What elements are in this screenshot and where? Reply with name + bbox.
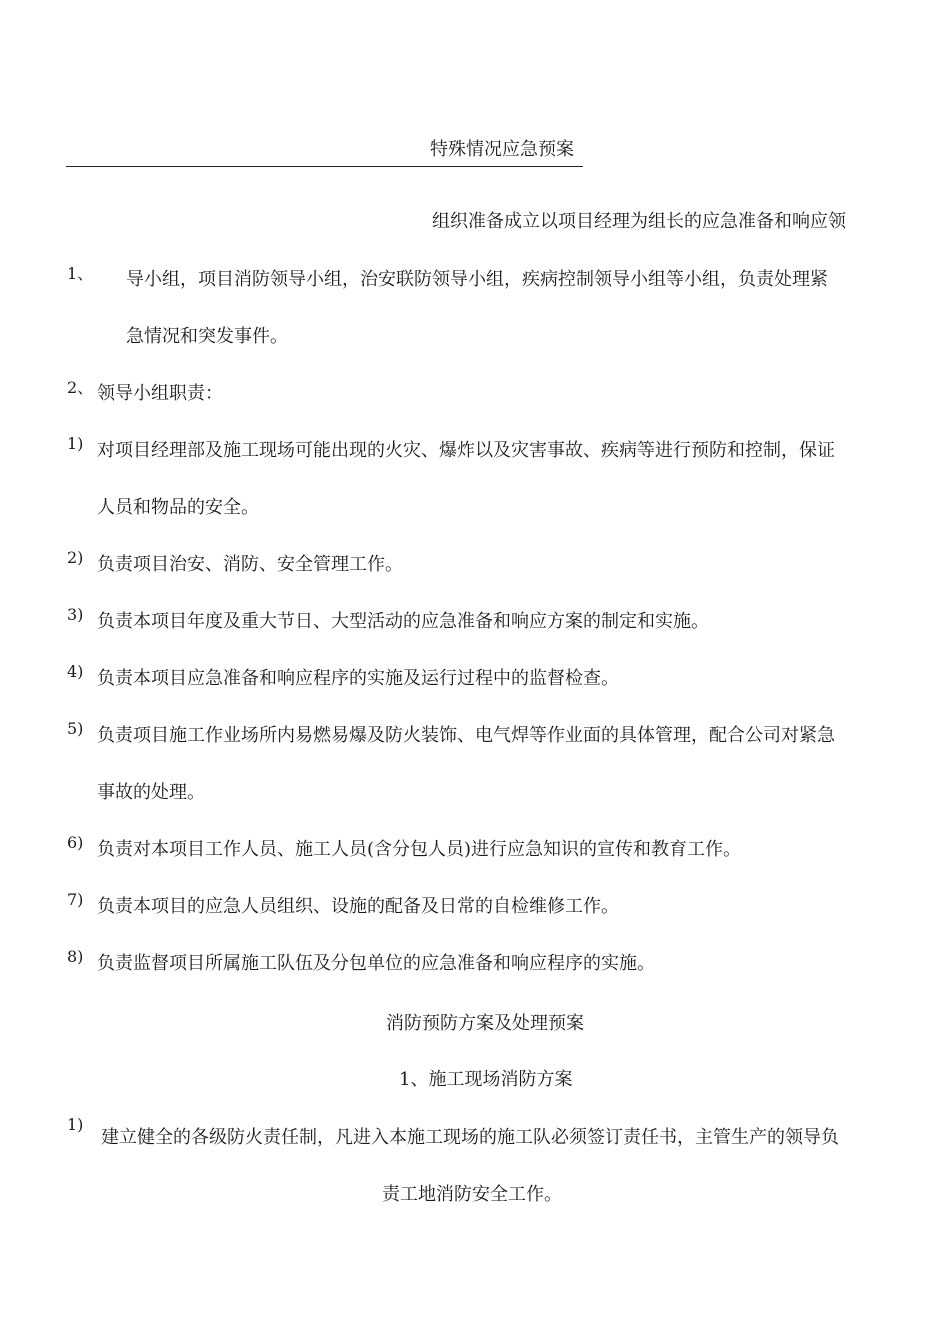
item-number: 2、: [67, 378, 94, 397]
list-item-number: 2): [67, 548, 84, 567]
list-item-number: 3): [67, 605, 84, 624]
paragraph-line: 导小组，项目消防领导小组，治安联防领导小组，疾病控制领导小组等小组，负责处理紧: [126, 269, 828, 290]
paragraph-line: 组织准备成立以项目经理为组长的应急准备和响应领: [432, 211, 846, 232]
paragraph-line: 急情况和突发事件。: [126, 326, 288, 347]
list-item-number: 6): [67, 833, 84, 852]
list-item-text: 负责项目治安、消防、安全管理工作。: [97, 554, 403, 575]
list-item-number: 5): [67, 719, 84, 738]
list-item-text: 事故的处理。: [97, 782, 205, 803]
section-heading: 领导小组职责：: [97, 383, 223, 404]
list-item-text: 负责对本项目工作人员、施工人员(含分包人员)进行应急知识的宣传和教育工作。: [97, 839, 742, 860]
list-item-text: 负责监督项目所属施工队伍及分包单位的应急准备和响应程序的实施。: [97, 953, 655, 974]
list-item-text: 负责项目施工作业场所内易燃易爆及防火装饰、电气焊等作业面的具体管理，配合公司对紧急: [97, 725, 835, 746]
list-item-number: 1): [67, 434, 84, 453]
document-title: 特殊情况应急预案: [430, 139, 574, 160]
list-item-number: 7): [67, 890, 84, 909]
title-underline: [66, 166, 583, 167]
list-item-number: 8): [67, 947, 84, 966]
subsection-title: 1、施工现场消防方案: [399, 1069, 573, 1090]
item-number: 1、: [67, 264, 94, 283]
list-item-text: 对项目经理部及施工现场可能出现的火灾、爆炸以及灾害事故、疾病等进行预防和控制，保证: [97, 440, 835, 461]
list-item-text: 负责本项目的应急人员组织、设施的配备及日常的自检维修工作。: [97, 896, 619, 917]
list-item-text: 负责本项目应急准备和响应程序的实施及运行过程中的监督检查。: [97, 668, 619, 689]
list-item-text: 建立健全的各级防火责任制，凡进入本施工现场的施工队必须签订责任书，主管生产的领导负: [101, 1127, 839, 1148]
list-item-text: 责工地消防安全工作。: [382, 1184, 562, 1205]
list-item-number: 1): [67, 1115, 84, 1134]
list-item-text: 负责本项目年度及重大节日、大型活动的应急准备和响应方案的制定和实施。: [97, 611, 709, 632]
list-item-number: 4): [67, 662, 84, 681]
list-item-text: 人员和物品的安全。: [97, 497, 259, 518]
section-title: 消防预防方案及处理预案: [386, 1013, 584, 1034]
